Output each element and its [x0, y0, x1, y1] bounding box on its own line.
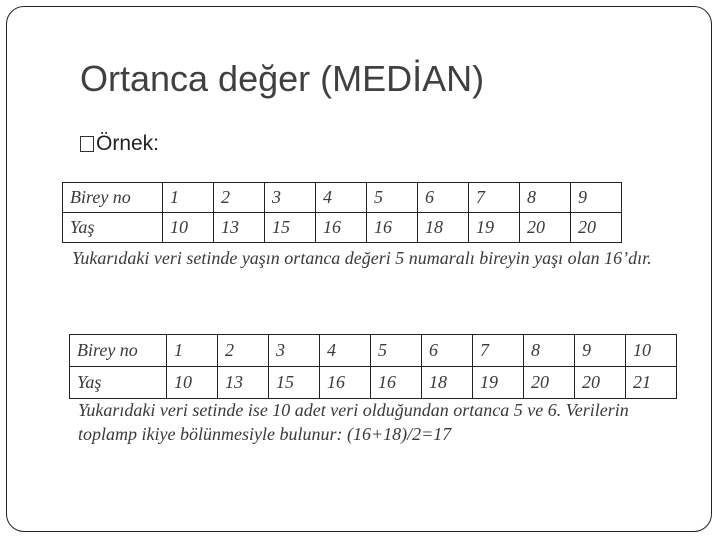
table-cell: 7 [473, 335, 524, 367]
table-row [70, 367, 677, 399]
table-row [63, 183, 622, 213]
table-row [70, 335, 677, 367]
table-cell: 16 [367, 213, 418, 243]
table-cell: 9 [571, 183, 622, 213]
table-cell: 20 [571, 213, 622, 243]
table-cell: 3 [265, 183, 316, 213]
table1-caption: Yukarıdaki veri setinde yaşın ortanca değeri 5 numaralı bireyin yaşı olan 16’dır. [72, 248, 652, 268]
row-header: Yaş [63, 213, 163, 243]
table-cell: 6 [422, 335, 473, 367]
table-cell: 8 [524, 335, 575, 367]
row-header: Birey no [70, 335, 167, 367]
row-header: Yaş [70, 367, 167, 399]
row-header: Birey no [63, 183, 163, 213]
table-cell: 20 [575, 367, 626, 399]
table2-caption-line1: Yukarıdaki veri setinde ise 10 adet veri olduğundan ortanca 5 ve 6. Verilerin [78, 400, 629, 420]
table-cell: 21 [626, 367, 677, 399]
table-cell: 16 [320, 367, 371, 399]
table-cell: 15 [269, 367, 320, 399]
table-cell: 4 [316, 183, 367, 213]
table-cell: 1 [167, 335, 218, 367]
table-cell: 3 [269, 335, 320, 367]
table-cell: 4 [320, 335, 371, 367]
table-cell: 1 [163, 183, 214, 213]
table-birey-yas-10 [69, 334, 677, 399]
table-cell: 18 [418, 213, 469, 243]
bullet-label: Örnek: [96, 132, 160, 155]
table-cell: 9 [575, 335, 626, 367]
table-cell: 6 [418, 183, 469, 213]
bullet-box-icon [80, 136, 94, 152]
table-cell: 13 [214, 213, 265, 243]
table2-caption-line2: toplamp ikiye bölünmesiyle bulunur: (16+18)/2=17 [78, 424, 452, 444]
table-cell: 2 [214, 183, 265, 213]
table-cell: 18 [422, 367, 473, 399]
table-cell: 19 [473, 367, 524, 399]
table-row [63, 213, 622, 243]
table-cell: 20 [520, 213, 571, 243]
table-cell: 7 [469, 183, 520, 213]
table-cell: 13 [218, 367, 269, 399]
table-cell: 8 [520, 183, 571, 213]
slide-title: Ortanca değer (MEDİAN) [80, 58, 485, 99]
table-cell: 16 [316, 213, 367, 243]
table-cell: 5 [367, 183, 418, 213]
table-cell: 2 [218, 335, 269, 367]
table-cell: 16 [371, 367, 422, 399]
table-cell: 19 [469, 213, 520, 243]
table-birey-yas-9 [62, 182, 622, 243]
table-cell: 15 [265, 213, 316, 243]
bullet-example [80, 132, 159, 156]
table-cell: 20 [524, 367, 575, 399]
table-cell: 10 [167, 367, 218, 399]
table-cell: 5 [371, 335, 422, 367]
table-cell: 10 [626, 335, 677, 367]
table-cell: 10 [163, 213, 214, 243]
